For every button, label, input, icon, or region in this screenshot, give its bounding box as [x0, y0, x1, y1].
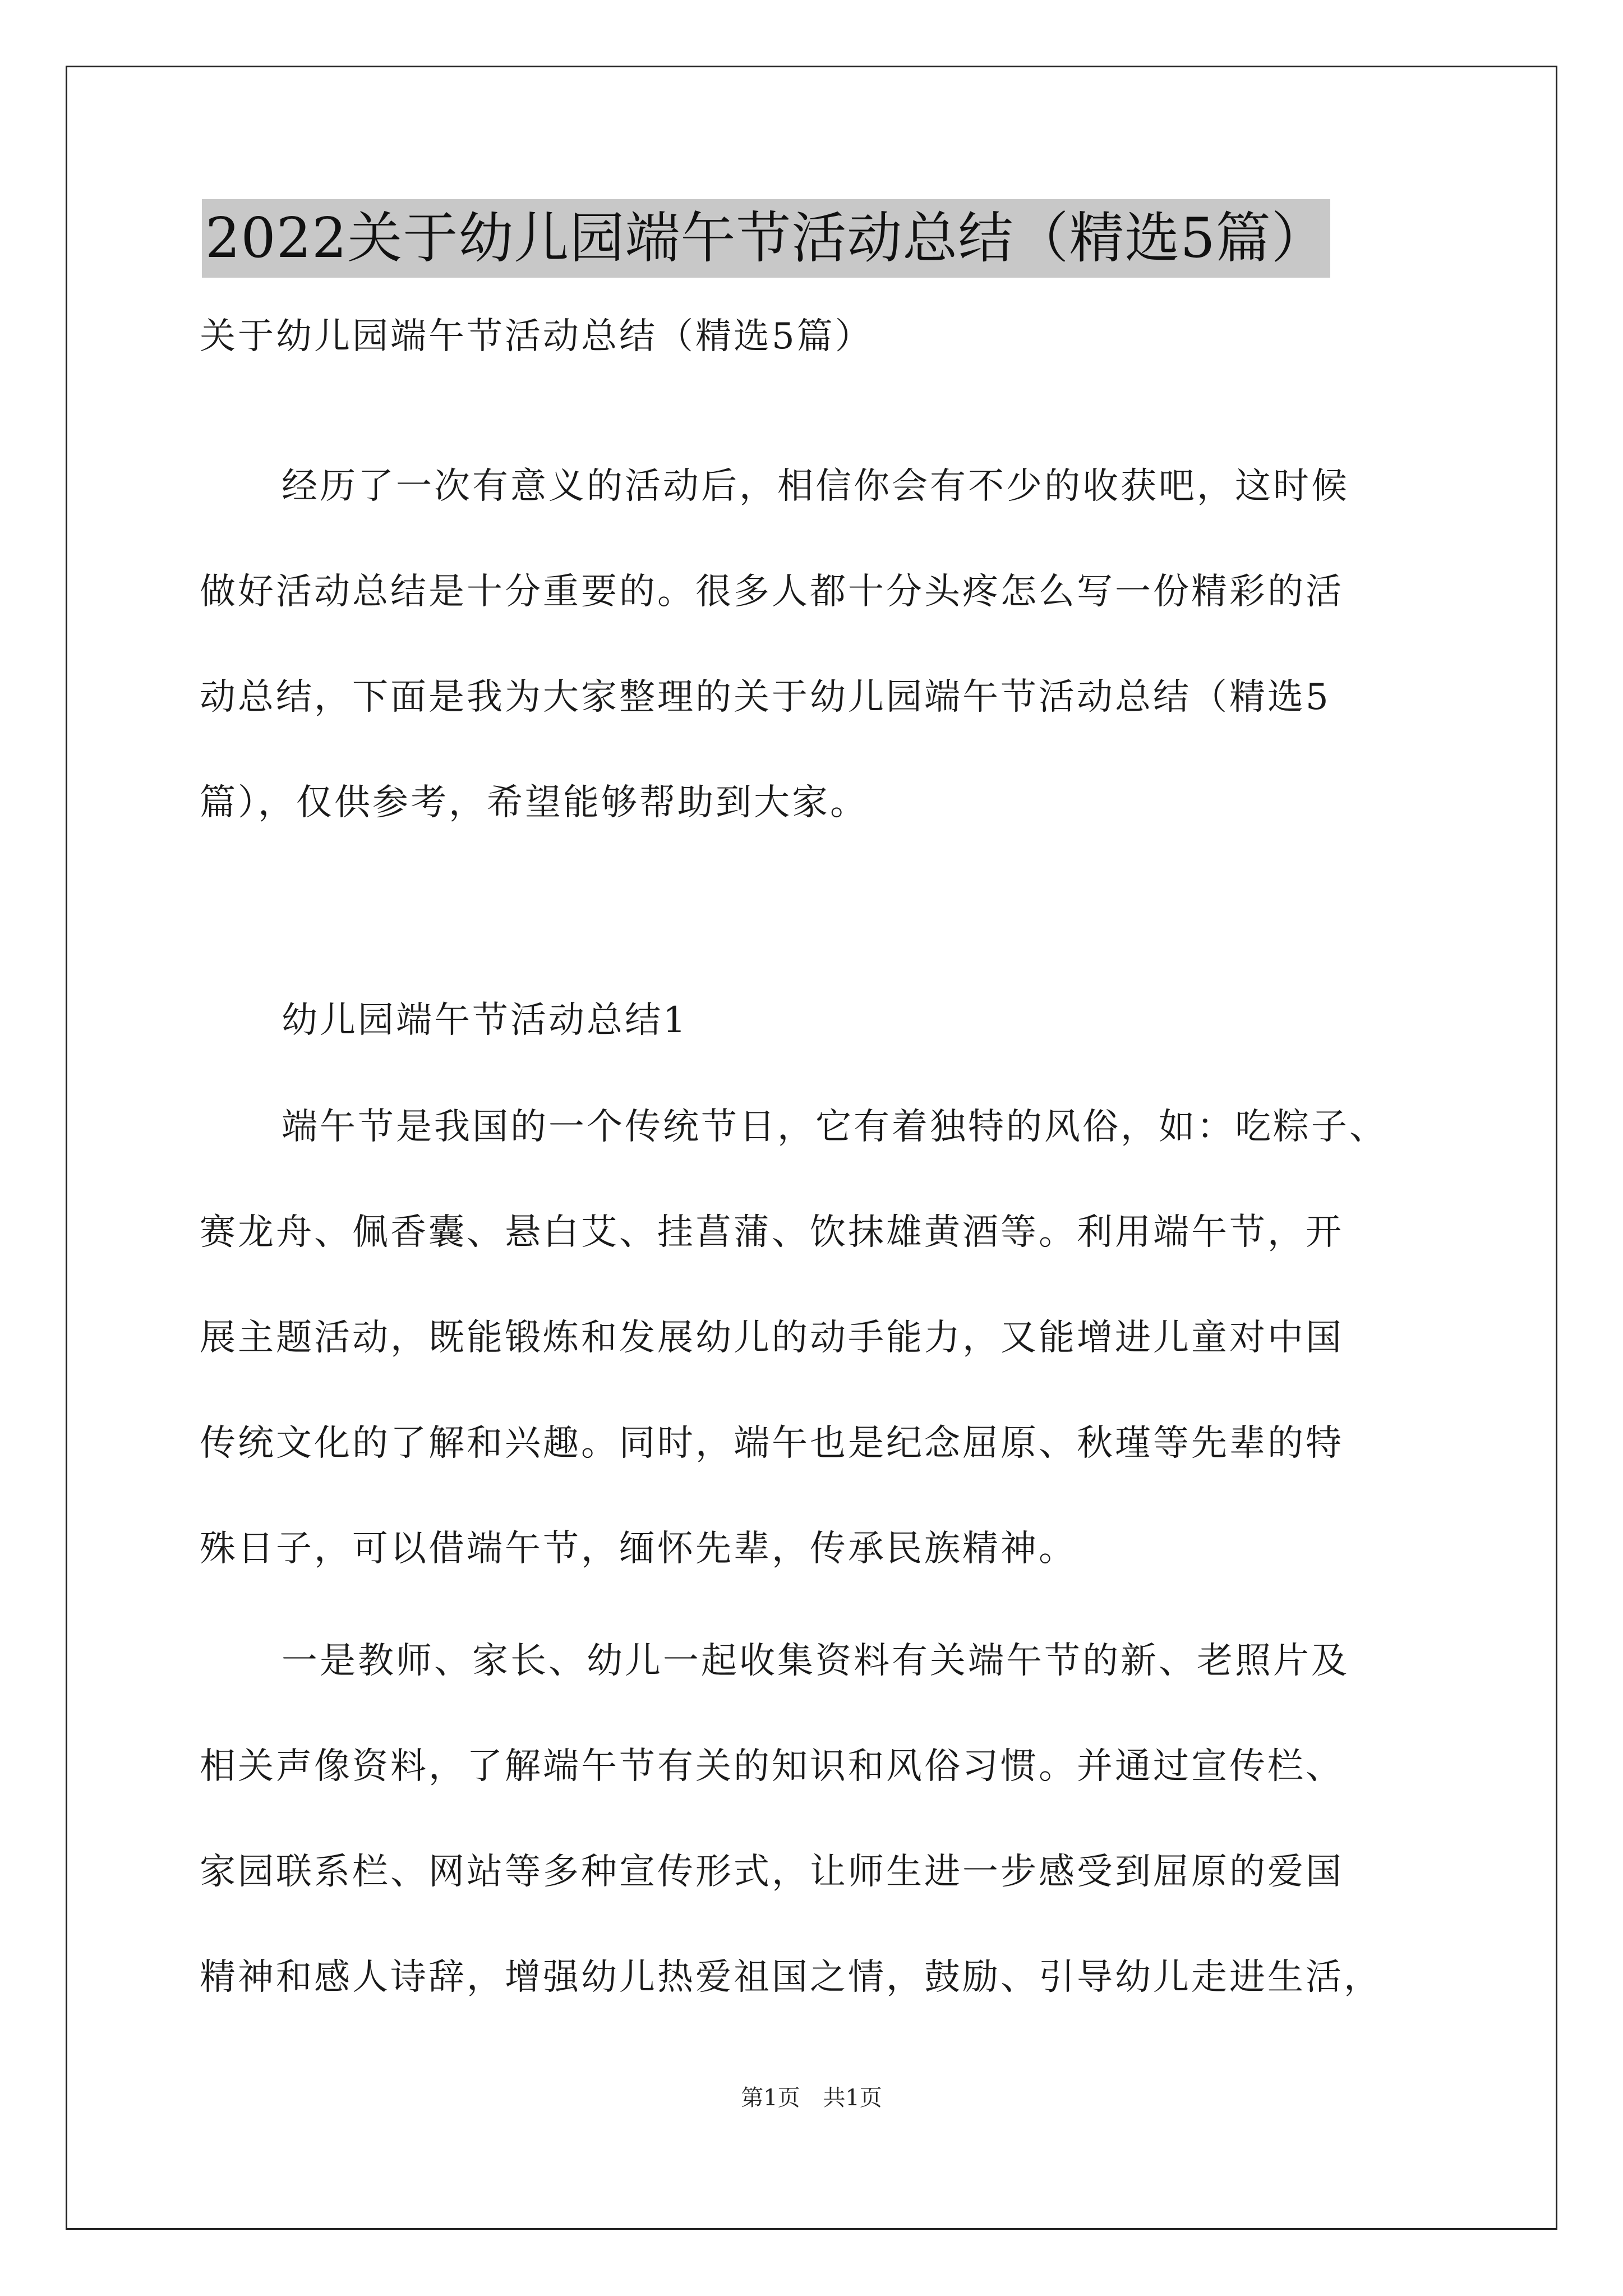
intro-line: 做好活动总结是十分重要的。很多人都十分头疼怎么写一份精彩的活 — [200, 571, 1344, 613]
paragraph-line: 一是教师、家长、幼儿一起收集资料有关端午节的新、老照片及 — [282, 1640, 1349, 1682]
intro-line: 篇），仅供参考，希望能够帮助到大家。 — [200, 782, 868, 823]
title-highlight — [202, 199, 1330, 278]
paragraph-line: 展主题活动，既能锻炼和发展幼儿的动手能力，又能增进儿童对中国 — [200, 1317, 1344, 1359]
page-number: 第1页 — [741, 2085, 800, 2111]
intro-line: 动总结，下面是我为大家整理的关于幼儿园端午节活动总结（精选5 — [200, 677, 1331, 718]
paragraph-line: 家园联系栏、网站等多种宣传形式，让师生进一步感受到屈原的爱国 — [200, 1851, 1344, 1893]
paragraph-line: 精神和感人诗辞，增强幼儿热爱祖国之情，鼓励、引导幼儿走进生活， — [200, 1957, 1382, 1998]
document-subtitle: 关于幼儿园端午节活动总结（精选5篇） — [200, 316, 873, 357]
section-heading: 幼儿园端午节活动总结1 — [282, 1000, 688, 1041]
paragraph-line: 相关声像资料，了解端午节有关的知识和风俗习惯。并通过宣传栏、 — [200, 1746, 1344, 1787]
document-title: 2022关于幼儿园端午节活动总结（精选5篇） — [205, 206, 1327, 270]
paragraph-line: 殊日子，可以借端午节，缅怀先辈，传承民族精神。 — [200, 1528, 1077, 1570]
page-footer — [0, 2081, 1623, 2115]
paragraph-line: 传统文化的了解和兴趣。同时，端午也是纪念屈原、秋瑾等先辈的特 — [200, 1423, 1344, 1464]
intro-line: 经历了一次有意义的活动后，相信你会有不少的收获吧，这时候 — [282, 466, 1349, 507]
page-total: 共1页 — [823, 2085, 882, 2111]
paragraph-line: 赛龙舟、佩香囊、悬白艾、挂菖蒲、饮抹雄黄酒等。利用端午节，开 — [200, 1212, 1344, 1253]
paragraph-line: 端午节是我国的一个传统节日，它有着独特的风俗，如：吃粽子、 — [282, 1106, 1387, 1148]
